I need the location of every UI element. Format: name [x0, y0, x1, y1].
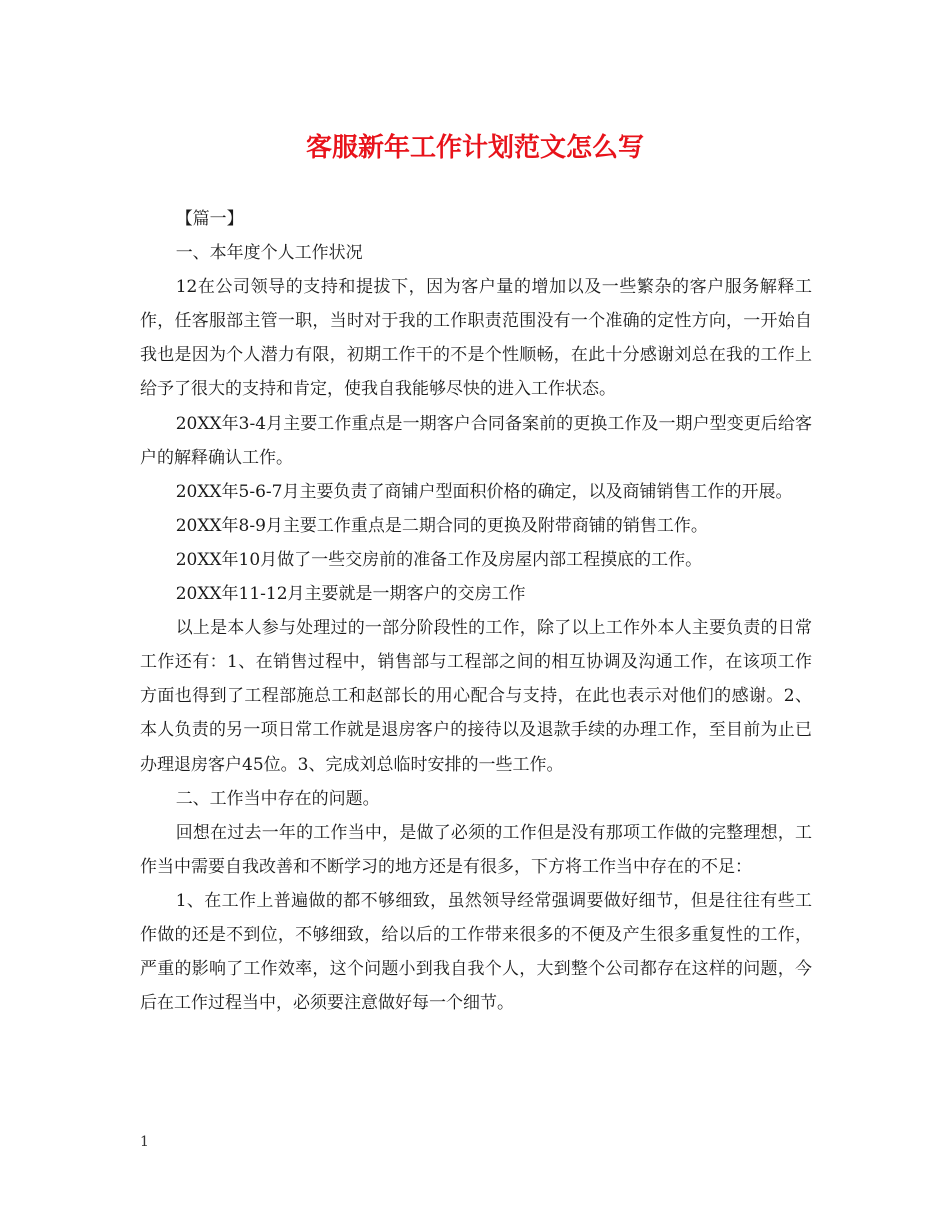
document-body	[140, 202, 812, 1020]
body-paragraph: 12在公司领导的支持和提拔下，因为客户量的增加以及一些繁杂的客户服务解释工作，任客服部主管一职，当时对于我的工作职责范围没有一个准确的定性方向，一开始自我也是因为个人潜力有限，初期工作干的不是个性顺畅，在此十分感谢刘总在我的工作上给予了很大的支持和肯定，使我自我能够尽快的进入工作状态。	[140, 277, 812, 400]
body-paragraph: 20XX年10月做了一些交房前的准备工作及房屋内部工程摸底的工作。	[175, 549, 703, 570]
body-paragraph: 回想在过去一年的工作当中，是做了必须的工作但是没有那项工作做的完整理想，工作当中需要自我改善和不断学习的地方还是有很多，下方将工作当中存在的不足：	[140, 822, 812, 877]
body-paragraph: 20XX年3-4月主要工作重点是一期客户合同备案前的更换工作及一期户型变更后给客户的解释确认工作。	[140, 413, 812, 468]
section-heading-2: 二、工作当中存在的问题。	[175, 788, 380, 809]
body-paragraph: 以上是本人参与处理过的一部分阶段性的工作，除了以上工作外本人主要负责的日常工作还有：1、在销售过程中，销售部与工程部之间的相互协调及沟通工作，在该项工作方面也得到了工程部施总工和赵部长的用心配合与支持，在此也表示对他们的感谢。2、本人负责的另一项日常工作就是退房客户的接待以及退款手续的办理工作，至目前为止已办理退房客户45位。3、完成刘总临时安排的一些工作。	[140, 618, 812, 775]
body-paragraph: 20XX年8-9月主要工作重点是二期合同的更换及附带商铺的销售工作。	[175, 515, 708, 536]
body-paragraph: 1、在工作上普遍做的都不够细致，虽然领导经常强调要做好细节，但是往往有些工作做的还是不到位，不够细致，给以后的工作带来很多的不便及产生很多重复性的工作，严重的影响了工作效率，这个问题小到我自我个人，大到整个公司都存在这样的问题，今后在工作过程当中，必须要注意做好每一个细节。	[140, 890, 812, 1014]
page-number: 1	[140, 1134, 149, 1150]
section-marker: 【篇一】	[175, 209, 244, 229]
document-title: 客服新年工作计划范文怎么写	[305, 133, 644, 163]
section-heading-1: 一、本年度个人工作状况	[175, 243, 363, 264]
body-paragraph: 20XX年5-6-7月主要负责了商铺户型面积价格的确定，以及商铺销售工作的开展。	[175, 481, 793, 502]
body-paragraph: 20XX年11-12月主要就是一期客户的交房工作	[175, 584, 526, 605]
